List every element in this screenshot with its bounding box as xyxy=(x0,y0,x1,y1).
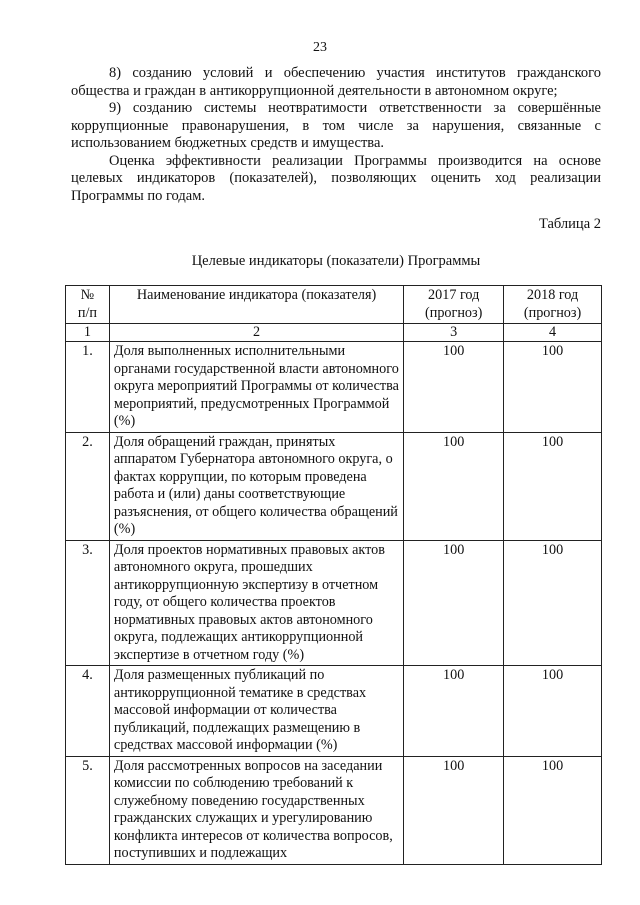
indicators-table xyxy=(65,285,602,865)
page-number: 23 xyxy=(313,40,327,55)
row-number: 3. xyxy=(66,540,110,666)
value-2018: 100 xyxy=(504,666,602,757)
column-number: 1 xyxy=(66,324,110,342)
row-number: 1. xyxy=(66,342,110,433)
paragraph-evaluation: Оценка эффективности реализации Программы производится на основе целевых индикаторов (показателей), позволяющих оценить ход реализации Программы по годам. xyxy=(71,152,601,204)
value-2018: 100 xyxy=(504,756,602,864)
indicator-name: Доля рассмотренных вопросов на заседании комиссии по соблюдению требований к служебному поведению государственных гражданских служащих и урегулированию конфликта интересов от количества вопросов, поступивших и подлежащих xyxy=(109,756,403,864)
value-2017: 100 xyxy=(404,756,504,864)
value-2017: 100 xyxy=(404,540,504,666)
indicator-name: Доля обращений граждан, принятых аппаратом Губернатора автономного округа, о фактах коррупции, по которым проведена работа и (или) даны соответствующие разъяснения, от общего количества обращений (%) xyxy=(109,432,403,540)
header-2017: 2017 год (прогноз) xyxy=(404,286,504,324)
table-row xyxy=(66,432,602,540)
column-number: 2 xyxy=(109,324,403,342)
paragraph-item-9: 9) созданию системы неотвратимости ответственности за совершённые коррупционные правонарушения, в том числе за нарушения, связанные с использованием бюджетных средств и имущества. xyxy=(71,100,601,151)
body-text xyxy=(71,65,601,205)
table-label: Таблица 2 xyxy=(538,216,601,232)
header-indicator-name: Наименование индикатора (показателя) xyxy=(109,286,403,324)
row-number: 5. xyxy=(66,756,110,864)
column-number: 4 xyxy=(504,324,602,342)
table-title: Целевые индикаторы (показатели) Программы xyxy=(191,253,481,269)
table-row xyxy=(66,756,602,864)
column-number-row xyxy=(66,324,602,342)
indicator-name: Доля проектов нормативных правовых актов автономного округа, прошедших антикоррупционную экспертизу в отчетном году, от общего количества проектов нормативных правовых актов автономного округа, подлежащих антикоррупционной экспертизе в отчетном году (%) xyxy=(109,540,403,666)
row-number: 2. xyxy=(66,432,110,540)
indicator-name: Доля размещенных публикаций по антикоррупционной тематике в средствах массовой информации от количества публикаций, подлежащих размещению в средствах массовой информации (%) xyxy=(109,666,403,757)
value-2018: 100 xyxy=(504,342,602,433)
table-row xyxy=(66,342,602,433)
column-number: 3 xyxy=(404,324,504,342)
value-2018: 100 xyxy=(504,432,602,540)
table-row xyxy=(66,666,602,757)
indicator-name: Доля выполненных исполнительными органами государственной власти автономного округа мероприятий Программы от количества мероприятий, предусмотренных Программой (%) xyxy=(109,342,403,433)
value-2017: 100 xyxy=(404,666,504,757)
value-2017: 100 xyxy=(404,432,504,540)
row-number: 4. xyxy=(66,666,110,757)
header-2018: 2018 год (прогноз) xyxy=(504,286,602,324)
table-header-row xyxy=(66,286,602,324)
header-number: № п/п xyxy=(66,286,110,324)
value-2018: 100 xyxy=(504,540,602,666)
value-2017: 100 xyxy=(404,342,504,433)
table-row xyxy=(66,540,602,666)
paragraph-item-8: 8) созданию условий и обеспечению участия институтов гражданского общества и граждан в антикоррупционной деятельности в автономном округе; xyxy=(71,65,601,99)
